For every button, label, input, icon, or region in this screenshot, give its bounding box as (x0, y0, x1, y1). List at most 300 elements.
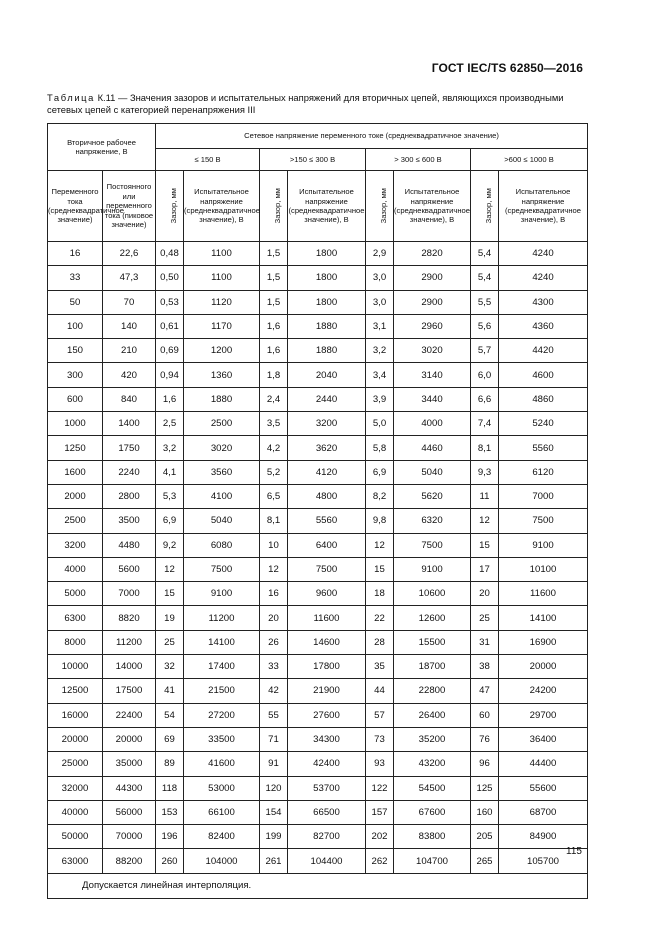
table-cell: 11 (471, 484, 499, 508)
table-cell: 2900 (394, 266, 471, 290)
table-cell: 47,3 (103, 266, 156, 290)
table-cell: 16 (48, 242, 103, 266)
table-cell: 840 (103, 387, 156, 411)
table-cell: 2900 (394, 290, 471, 314)
table-cell: 12500 (48, 679, 103, 703)
table-cell: 5040 (394, 460, 471, 484)
table-cell: 196 (156, 825, 184, 849)
table-cell: 104700 (394, 849, 471, 873)
clearance-table (47, 123, 588, 899)
table-cell: 2500 (184, 412, 260, 436)
table-cell: 9,8 (366, 509, 394, 533)
table-cell: 3020 (394, 339, 471, 363)
table-cell: 53700 (288, 776, 366, 800)
table-row (48, 679, 588, 703)
table-row (48, 436, 588, 460)
table-cell: 24200 (499, 679, 588, 703)
table-cell: 5,2 (260, 460, 288, 484)
table-cell: 0,48 (156, 242, 184, 266)
table-cell: 21500 (184, 679, 260, 703)
header-test-4: Испытательное напряжение (среднеквадратичное значение), В (499, 171, 588, 242)
table-cell: 18 (366, 582, 394, 606)
table-cell: 4100 (184, 484, 260, 508)
table-cell: 7000 (499, 484, 588, 508)
table-row (48, 314, 588, 338)
table-cell: 7,4 (471, 412, 499, 436)
table-cell: 20000 (103, 727, 156, 751)
table-cell: 3500 (103, 509, 156, 533)
table-cell: 3,9 (366, 387, 394, 411)
table-row (48, 242, 588, 266)
table-cell: 22800 (394, 679, 471, 703)
table-cell: 14100 (184, 630, 260, 654)
table-cell: 54500 (394, 776, 471, 800)
table-cell: 100 (48, 314, 103, 338)
table-cell: 4,1 (156, 460, 184, 484)
table-cell: 33500 (184, 727, 260, 751)
table-cell: 16900 (499, 630, 588, 654)
table-cell: 104000 (184, 849, 260, 873)
table-cell: 1880 (184, 387, 260, 411)
table-row (48, 460, 588, 484)
table-row (48, 727, 588, 751)
header-dc: Постоянного или переменного тока (пиковое значение) (103, 171, 156, 242)
header-group-3: > 300 ≤ 600 В (366, 149, 471, 171)
table-cell: 5,0 (366, 412, 394, 436)
table-cell: 1,5 (260, 242, 288, 266)
table-row (48, 776, 588, 800)
table-cell: 26400 (394, 703, 471, 727)
gap-label: Зазор, мм (483, 188, 493, 224)
table-cell: 1,6 (260, 314, 288, 338)
table-cell: 6080 (184, 533, 260, 557)
table-cell: 70000 (103, 825, 156, 849)
table-cell: 104400 (288, 849, 366, 873)
table-cell: 120 (260, 776, 288, 800)
header-group-2: >150 ≤ 300 В (260, 149, 366, 171)
header-mains-voltage: Сетевое напряжение переменного токе (среднеквадратичное значение) (156, 124, 588, 149)
table-cell: 17 (471, 557, 499, 581)
table-row (48, 484, 588, 508)
table-cell: 63000 (48, 849, 103, 873)
table-cell: 12 (260, 557, 288, 581)
table-cell: 8,2 (366, 484, 394, 508)
header-secondary-voltage: Вторичное рабочее напряжение, В (48, 124, 156, 171)
table-cell: 6,5 (260, 484, 288, 508)
table-cell: 16 (260, 582, 288, 606)
caption-lead: Таблица (47, 92, 95, 103)
table-cell: 1,6 (156, 387, 184, 411)
table-row (48, 363, 588, 387)
header-group-1: ≤ 150 В (156, 149, 260, 171)
table-cell: 6,0 (471, 363, 499, 387)
table-cell: 199 (260, 825, 288, 849)
table-cell: 3,1 (366, 314, 394, 338)
table-cell: 7000 (103, 582, 156, 606)
table-cell: 4120 (288, 460, 366, 484)
table-cell: 6,9 (156, 509, 184, 533)
table-cell: 66100 (184, 800, 260, 824)
table-row (48, 606, 588, 630)
table-cell: 12 (156, 557, 184, 581)
table-cell: 4420 (499, 339, 588, 363)
header-group-4: >600 ≤ 1000 В (471, 149, 588, 171)
table-cell: 4360 (499, 314, 588, 338)
table-row (48, 800, 588, 824)
table-cell: 20000 (48, 727, 103, 751)
table-cell: 2,9 (366, 242, 394, 266)
table-cell: 14000 (103, 655, 156, 679)
table-cell: 0,69 (156, 339, 184, 363)
table-cell: 60 (471, 703, 499, 727)
table-cell: 8,1 (260, 509, 288, 533)
table-cell: 22400 (103, 703, 156, 727)
table-cell: 8,1 (471, 436, 499, 460)
table-cell: 265 (471, 849, 499, 873)
table-cell: 1800 (288, 290, 366, 314)
table-cell: 9100 (394, 557, 471, 581)
table-cell: 10100 (499, 557, 588, 581)
table-row (48, 387, 588, 411)
table-cell: 157 (366, 800, 394, 824)
table-cell: 20 (260, 606, 288, 630)
table-cell: 12 (366, 533, 394, 557)
table-cell: 54 (156, 703, 184, 727)
table-cell: 5,4 (471, 266, 499, 290)
table-cell: 42400 (288, 752, 366, 776)
table-cell: 82700 (288, 825, 366, 849)
table-cell: 56000 (103, 800, 156, 824)
table-cell: 18700 (394, 655, 471, 679)
table-cell: 6,9 (366, 460, 394, 484)
table-cell: 28 (366, 630, 394, 654)
table-cell: 4480 (103, 533, 156, 557)
header-test-1: Испытательное напряжение (среднеквадратичное значение), В (184, 171, 260, 242)
table-cell: 34300 (288, 727, 366, 751)
table-cell: 36400 (499, 727, 588, 751)
table-cell: 9100 (184, 582, 260, 606)
table-cell: 50 (48, 290, 103, 314)
table-cell: 1,5 (260, 266, 288, 290)
table-cell: 14600 (288, 630, 366, 654)
table-cell: 6120 (499, 460, 588, 484)
table-cell: 89 (156, 752, 184, 776)
table-cell: 1170 (184, 314, 260, 338)
table-cell: 57 (366, 703, 394, 727)
table-cell: 9,2 (156, 533, 184, 557)
table-cell: 4000 (394, 412, 471, 436)
table-cell: 3560 (184, 460, 260, 484)
table-cell: 3,2 (366, 339, 394, 363)
header-gap-3 (366, 171, 394, 242)
table-cell: 19 (156, 606, 184, 630)
table-cell: 205 (471, 825, 499, 849)
table-cell: 42 (260, 679, 288, 703)
table-cell: 600 (48, 387, 103, 411)
table-cell: 17500 (103, 679, 156, 703)
table-cell: 5,4 (471, 242, 499, 266)
table-cell: 16000 (48, 703, 103, 727)
table-cell: 5560 (288, 509, 366, 533)
table-cell: 73 (366, 727, 394, 751)
table-cell: 35000 (103, 752, 156, 776)
table-cell: 9,3 (471, 460, 499, 484)
table-cell: 4800 (288, 484, 366, 508)
table-cell: 3200 (288, 412, 366, 436)
table-cell: 153 (156, 800, 184, 824)
table-cell: 4300 (499, 290, 588, 314)
table-row (48, 557, 588, 581)
gap-label: Зазор, мм (272, 188, 282, 224)
table-cell: 1200 (184, 339, 260, 363)
table-cell: 3440 (394, 387, 471, 411)
table-cell: 20000 (499, 655, 588, 679)
header-gap-2 (260, 171, 288, 242)
table-row (48, 849, 588, 873)
table-cell: 8000 (48, 630, 103, 654)
table-cell: 1600 (48, 460, 103, 484)
table-cell: 7500 (499, 509, 588, 533)
table-cell: 29700 (499, 703, 588, 727)
table-cell: 1100 (184, 266, 260, 290)
table-row (48, 582, 588, 606)
table-cell: 14100 (499, 606, 588, 630)
table-cell: 160 (471, 800, 499, 824)
table-cell: 105700 (499, 849, 588, 873)
table-cell: 32000 (48, 776, 103, 800)
table-cell: 4860 (499, 387, 588, 411)
table-cell: 3020 (184, 436, 260, 460)
table-cell: 11600 (288, 606, 366, 630)
table-cell: 5560 (499, 436, 588, 460)
table-cell: 35200 (394, 727, 471, 751)
table-cell: 27600 (288, 703, 366, 727)
table-cell: 4000 (48, 557, 103, 581)
table-cell: 76 (471, 727, 499, 751)
table-cell: 1,5 (260, 290, 288, 314)
table-cell: 33 (260, 655, 288, 679)
gap-label: Зазор, мм (168, 188, 178, 224)
table-caption (47, 92, 587, 116)
table-cell: 5,3 (156, 484, 184, 508)
table-cell: 17800 (288, 655, 366, 679)
table-cell: 83800 (394, 825, 471, 849)
table-cell: 20 (471, 582, 499, 606)
table-cell: 44 (366, 679, 394, 703)
gap-label: Зазор, мм (378, 188, 388, 224)
table-cell: 3620 (288, 436, 366, 460)
table-cell: 69 (156, 727, 184, 751)
table-cell: 2,4 (260, 387, 288, 411)
table-row (48, 703, 588, 727)
table-cell: 38 (471, 655, 499, 679)
table-cell: 1880 (288, 314, 366, 338)
table-cell: 140 (103, 314, 156, 338)
table-cell: 6320 (394, 509, 471, 533)
table-cell: 44400 (499, 752, 588, 776)
table-cell: 11200 (103, 630, 156, 654)
table-cell: 6,6 (471, 387, 499, 411)
table-cell: 93 (366, 752, 394, 776)
table-cell: 10 (260, 533, 288, 557)
table-cell: 1,6 (260, 339, 288, 363)
table-cell: 41 (156, 679, 184, 703)
table-cell: 7500 (288, 557, 366, 581)
table-row (48, 752, 588, 776)
table-cell: 41600 (184, 752, 260, 776)
header-ac: Переменного тока (среднеквадратичное значение) (48, 171, 103, 242)
table-cell: 84900 (499, 825, 588, 849)
table-cell: 7500 (184, 557, 260, 581)
table-cell: 4,2 (260, 436, 288, 460)
table-row (48, 655, 588, 679)
table-cell: 88200 (103, 849, 156, 873)
table-cell: 44300 (103, 776, 156, 800)
table-cell: 96 (471, 752, 499, 776)
table-cell: 4460 (394, 436, 471, 460)
table-cell: 2960 (394, 314, 471, 338)
standard-header: ГОСТ IEC/TS 62850—2016 (431, 61, 583, 75)
table-cell: 1100 (184, 242, 260, 266)
table-cell: 122 (366, 776, 394, 800)
table-cell: 3200 (48, 533, 103, 557)
table-cell: 40000 (48, 800, 103, 824)
table-row (48, 630, 588, 654)
table-cell: 4600 (499, 363, 588, 387)
table-cell: 1800 (288, 242, 366, 266)
table-cell: 262 (366, 849, 394, 873)
table-cell: 47 (471, 679, 499, 703)
table-cell: 3,0 (366, 290, 394, 314)
table-cell: 22,6 (103, 242, 156, 266)
table-cell: 26 (260, 630, 288, 654)
table-cell: 2000 (48, 484, 103, 508)
table-row (48, 825, 588, 849)
table-cell: 3,5 (260, 412, 288, 436)
table-cell: 67600 (394, 800, 471, 824)
table-cell: 2440 (288, 387, 366, 411)
table-cell: 10000 (48, 655, 103, 679)
table-cell: 154 (260, 800, 288, 824)
caption-text: К.11 — Значения зазоров и испытательных напряжений для вторичных цепей, являющихся производными сетевых цепей с категорией перенапряжения III (47, 92, 564, 115)
table-cell: 33 (48, 266, 103, 290)
table-cell: 15 (156, 582, 184, 606)
table-cell: 91 (260, 752, 288, 776)
table-cell: 6400 (288, 533, 366, 557)
table-cell: 2820 (394, 242, 471, 266)
table-cell: 0,61 (156, 314, 184, 338)
table-cell: 10600 (394, 582, 471, 606)
table-cell: 43200 (394, 752, 471, 776)
table-cell: 71 (260, 727, 288, 751)
table-cell: 5600 (103, 557, 156, 581)
table-cell: 21900 (288, 679, 366, 703)
header-gap-1 (156, 171, 184, 242)
table-row (48, 339, 588, 363)
table-cell: 210 (103, 339, 156, 363)
table-cell: 1400 (103, 412, 156, 436)
table-row (48, 533, 588, 557)
table-cell: 9100 (499, 533, 588, 557)
table-cell: 3,4 (366, 363, 394, 387)
table-cell: 1250 (48, 436, 103, 460)
table-cell: 125 (471, 776, 499, 800)
table-cell: 3140 (394, 363, 471, 387)
table-cell: 5,7 (471, 339, 499, 363)
table-cell: 261 (260, 849, 288, 873)
table-cell: 420 (103, 363, 156, 387)
table-cell: 32 (156, 655, 184, 679)
table-cell: 15500 (394, 630, 471, 654)
table-cell: 2500 (48, 509, 103, 533)
table-cell: 70 (103, 290, 156, 314)
table-cell: 31 (471, 630, 499, 654)
table-cell: 25000 (48, 752, 103, 776)
table-row (48, 509, 588, 533)
table-row (48, 412, 588, 436)
table-cell: 4240 (499, 242, 588, 266)
table-cell: 53000 (184, 776, 260, 800)
table-cell: 4240 (499, 266, 588, 290)
table-cell: 66500 (288, 800, 366, 824)
table-cell: 35 (366, 655, 394, 679)
table-cell: 0,94 (156, 363, 184, 387)
table-cell: 260 (156, 849, 184, 873)
table-cell: 3,0 (366, 266, 394, 290)
table-cell: 1360 (184, 363, 260, 387)
table-cell: 55 (260, 703, 288, 727)
table-cell: 0,53 (156, 290, 184, 314)
table-cell: 5000 (48, 582, 103, 606)
table-cell: 1000 (48, 412, 103, 436)
table-cell: 1880 (288, 339, 366, 363)
page-number: 115 (566, 846, 582, 857)
table-cell: 1800 (288, 266, 366, 290)
table-cell: 2040 (288, 363, 366, 387)
table-cell: 5,5 (471, 290, 499, 314)
table-body (48, 242, 588, 874)
table-cell: 25 (156, 630, 184, 654)
table-cell: 68700 (499, 800, 588, 824)
header-gap-4 (471, 171, 499, 242)
table-cell: 82400 (184, 825, 260, 849)
table-cell: 12 (471, 509, 499, 533)
table-cell: 2240 (103, 460, 156, 484)
table-cell: 2,5 (156, 412, 184, 436)
table-cell: 1,8 (260, 363, 288, 387)
table-cell: 5,6 (471, 314, 499, 338)
table-cell: 50000 (48, 825, 103, 849)
table-cell: 15 (366, 557, 394, 581)
table-cell: 9600 (288, 582, 366, 606)
table-cell: 7500 (394, 533, 471, 557)
header-test-2: Испытательное напряжение (среднеквадратичное значение), В (288, 171, 366, 242)
table-cell: 17400 (184, 655, 260, 679)
table-row (48, 290, 588, 314)
table-cell: 12600 (394, 606, 471, 630)
table-cell: 202 (366, 825, 394, 849)
table-cell: 11600 (499, 582, 588, 606)
table-cell: 300 (48, 363, 103, 387)
table-cell: 27200 (184, 703, 260, 727)
table-cell: 5,8 (366, 436, 394, 460)
table-cell: 1120 (184, 290, 260, 314)
table-cell: 11200 (184, 606, 260, 630)
table-cell: 5620 (394, 484, 471, 508)
table-cell: 2800 (103, 484, 156, 508)
table-cell: 8820 (103, 606, 156, 630)
table-cell: 55600 (499, 776, 588, 800)
